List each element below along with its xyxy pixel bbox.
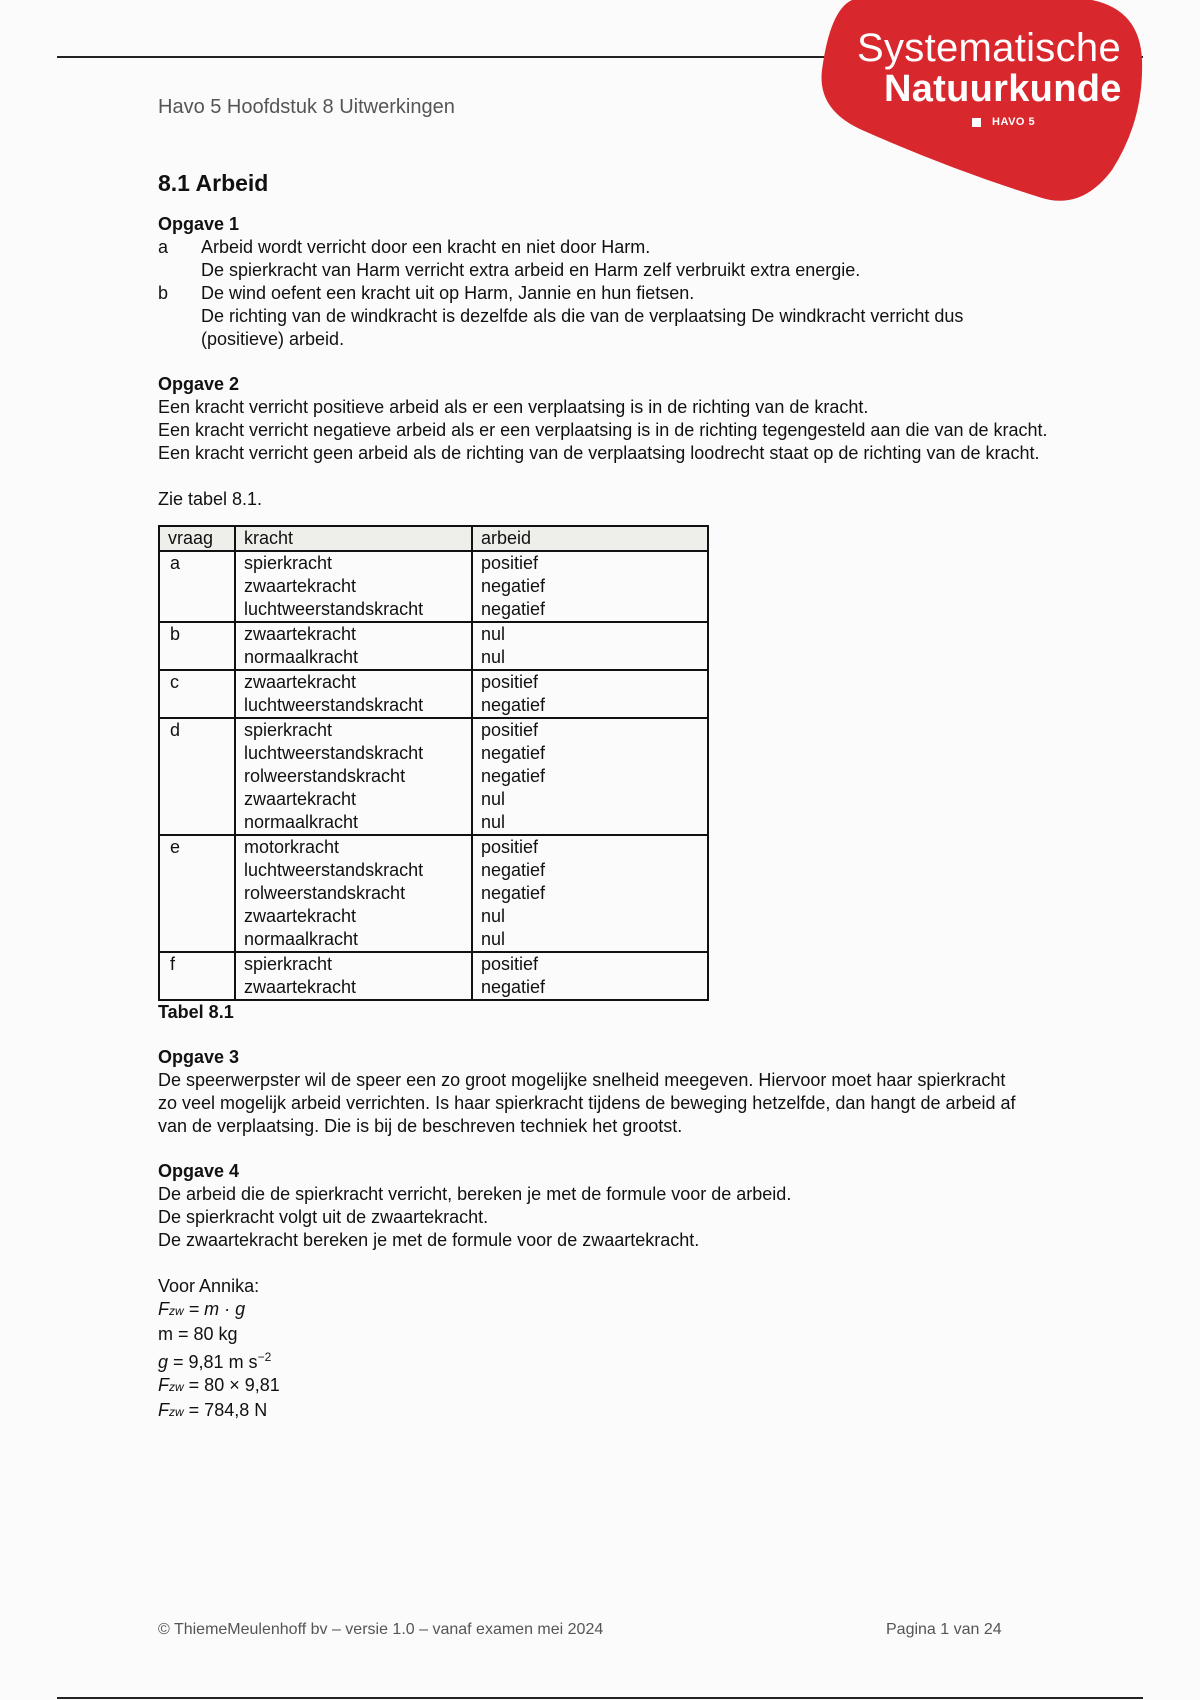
cell-arbeid: positief negatief negatief nul nul	[472, 718, 708, 835]
opgave-1	[158, 213, 1098, 351]
column-header-arbeid: arbeid	[472, 526, 708, 551]
table-reference: Zie tabel 8.1.	[158, 489, 263, 509]
opgave-2-title: Opgave 2	[158, 374, 240, 394]
cell-vraag: b	[159, 622, 235, 670]
formula-line	[158, 1323, 1098, 1346]
cell-kracht: spierkracht zwaartekracht luchtweerstandskracht	[235, 551, 472, 622]
paragraph: De spierkracht volgt uit de zwaartekracht.	[158, 1207, 489, 1227]
paragraph: De speerwerpster wil de speer een zo groot mogelijke snelheid meegeven. Hiervoor moet haar spierkracht zo veel mogelijk arbeid verrichten. Is haar spierkracht tijdens de beweging hetzelfde, dan hangt de arbeid af van de verplaatsing. Die is bij de beschreven techniek het grootst.	[158, 1070, 1016, 1136]
opgave-1-title: Opgave 1	[158, 214, 240, 234]
item-line: De wind oefent een kracht uit op Harm, Jannie en hun fietsen.	[201, 283, 695, 303]
table-row	[159, 622, 708, 670]
table-row	[159, 670, 708, 718]
cell-kracht: motorkracht luchtweerstandskracht rolweerstandskracht zwaartekracht normaalkracht	[235, 835, 472, 952]
cell-vraag: a	[159, 551, 235, 622]
logo-text-systematische: Systematische	[857, 26, 1121, 70]
bottom-rule	[57, 1697, 1143, 1699]
cell-kracht: zwaartekracht luchtweerstandskracht	[235, 670, 472, 718]
tabel-8-1	[158, 525, 709, 1001]
item-line: De spierkracht van Harm verricht extra arbeid en Harm zelf verbruikt extra energie.	[201, 260, 861, 280]
formula-line	[158, 1298, 1098, 1323]
formula-line	[158, 1399, 1098, 1424]
cell-arbeid: positief negatief	[472, 670, 708, 718]
formula-line	[158, 1374, 1098, 1399]
cell-kracht: spierkracht zwaartekracht	[235, 952, 472, 1000]
document-content	[158, 172, 1098, 1446]
formula-line	[158, 1346, 1098, 1374]
opgave-4	[158, 1160, 1098, 1424]
column-header-vraag: vraag	[159, 526, 235, 551]
opgave-4-title: Opgave 4	[158, 1161, 240, 1181]
formula-symbol: F	[158, 1375, 169, 1395]
paragraph: Een kracht verricht geen arbeid als de richting van de verplaatsing loodrecht staat op de richting van de kracht.	[158, 443, 1040, 463]
formula-subscript: zw	[169, 1405, 184, 1419]
column-header-kracht: kracht	[235, 526, 472, 551]
cell-kracht: zwaartekracht normaalkracht	[235, 622, 472, 670]
table-row	[159, 718, 708, 835]
opgave-1-item-b	[158, 282, 1098, 351]
table-row	[159, 551, 708, 622]
table-caption: Tabel 8.1	[158, 1002, 234, 1022]
paragraph: De zwaartekracht bereken je met de formule voor de zwaartekracht.	[158, 1230, 700, 1250]
logo-text-level: HAVO 5	[992, 116, 1036, 128]
logo-square-icon	[972, 118, 981, 127]
formula-rest: = 80 × 9,81	[183, 1375, 280, 1395]
footer-page-number: Pagina 1 van 24	[886, 1621, 1002, 1638]
cell-arbeid: positief negatief	[472, 952, 708, 1000]
calc-intro: Voor Annika:	[158, 1276, 260, 1296]
formula-subscript: zw	[169, 1304, 184, 1318]
formula-text: m = 80 kg	[158, 1324, 238, 1344]
page-header-title: Havo 5 Hoofdstuk 8 Uitwerkingen	[158, 96, 455, 118]
table-row	[159, 952, 708, 1000]
section-title: 8.1 Arbeid	[158, 170, 269, 196]
item-letter: a	[158, 237, 169, 257]
opgave-2	[158, 373, 1098, 1024]
opgave-3	[158, 1046, 1018, 1138]
formula-symbol: F	[158, 1400, 169, 1420]
formula-symbol: F	[158, 1299, 169, 1319]
paragraph: Een kracht verricht positieve arbeid als er een verplaatsing is in de richting van de kracht.	[158, 397, 869, 417]
opgave-3-title: Opgave 3	[158, 1047, 240, 1067]
formula-rest: = 9,81 m s	[168, 1352, 258, 1372]
cell-vraag: d	[159, 718, 235, 835]
formula-symbol: g	[158, 1352, 169, 1372]
formula-rest: = m · g	[183, 1299, 246, 1319]
footer-copyright: © ThiemeMeulenhoff bv – versie 1.0 – vanaf examen mei 2024	[158, 1621, 604, 1638]
table-row	[159, 835, 708, 952]
cell-arbeid: nul nul	[472, 622, 708, 670]
logo-text-natuurkunde: Natuurkunde	[884, 68, 1122, 110]
formula-subscript: zw	[169, 1380, 184, 1394]
formula-rest: = 784,8 N	[183, 1400, 268, 1420]
paragraph: Een kracht verricht negatieve arbeid als er een verplaatsing is in de richting tegengesteld aan die van de kracht.	[158, 420, 1048, 440]
opgave-1-item-a	[158, 236, 1098, 282]
paragraph: De arbeid die de spierkracht verricht, bereken je met de formule voor de arbeid.	[158, 1184, 792, 1204]
item-line: Arbeid wordt verricht door een kracht en niet door Harm.	[201, 237, 651, 257]
cell-vraag: e	[159, 835, 235, 952]
cell-kracht: spierkracht luchtweerstandskracht rolweerstandskracht zwaartekracht normaalkracht	[235, 718, 472, 835]
formula-exponent: −2	[257, 1350, 272, 1364]
item-letter: b	[158, 283, 169, 303]
table-header-row	[159, 526, 708, 551]
cell-vraag: c	[159, 670, 235, 718]
item-line: De richting van de windkracht is dezelfde als die van de verplaatsing De windkracht verricht dus (positieve) arbeid.	[201, 306, 964, 349]
cell-arbeid: positief negatief negatief nul nul	[472, 835, 708, 952]
cell-arbeid: positief negatief negatief	[472, 551, 708, 622]
cell-vraag: f	[159, 952, 235, 1000]
